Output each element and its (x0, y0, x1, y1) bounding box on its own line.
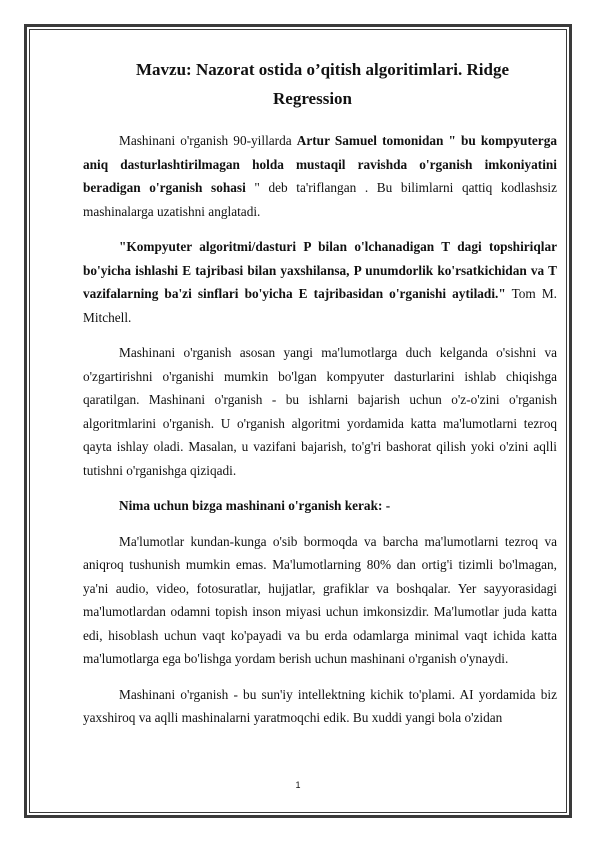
bold-quote: Artur Samuel tomonidan " bu kompyuterga aniq dasturlashtirilmagan holda mustaqil ravishda o'rganish imkoniyatini beradigan o'rganish sohasi (83, 133, 557, 195)
title-line-1: Mavzu: Nazorat ostida o’qitish algoritimlari. Ridge (136, 60, 510, 79)
page-number: 1 (295, 780, 301, 790)
title-line-2: Regression (273, 89, 353, 108)
section-heading: Nima uchun bizga mashinani o'rganish kerak: - (119, 498, 391, 513)
paragraph-ml-overview: Mashinani o'rganish asosan yangi ma'lumotlarga duch kelganda o'sishni va o'zgartirishni o'rganishi mumkin bo'lgan kompyuter dasturlarini ishlab chiqishga qaratilgan. Mashinani o'rganish - bu ishlarni bajarish uchun o'z-o'zini o'rganish algoritmlarini o'rganish. U o'rganish algoritmi yordamida katta ma'lumotlarni tezroq qayta ishlay oladi. Masalan, u vazifani bajarish, to'g'ri bashorat qilish yoki o'zini aqlli tutishni o'rganishga qiziqadi. (83, 345, 557, 478)
paragraph-text: Mashinani o'rganish 90-yillarda (119, 133, 297, 148)
quote-author: Tom M. Mitchell. (83, 286, 557, 325)
document-body (83, 55, 557, 730)
paragraph-definition-mitchell (83, 235, 557, 329)
paragraph-text: " deb ta'riflangan . Bu bilimlarni qattiq kodlashsiz mashinalarga uzatishni anglatadi. (83, 180, 558, 219)
paragraph-definition-samuel (83, 129, 557, 223)
document-title (83, 55, 557, 113)
paragraph-data-growth: Ma'lumotlar kundan-kunga o'sib bormoqda va barcha ma'lumotlarni tezroq va aniqroq tushunish mumkin emas. Ma'lumotlarning 80% dan ortig'i tizimli bo'lmagan, ya'ni audio, video, fotosuratlar, hujjatlar, grafiklar va boshqalar. Yer sayyorasidagi ma'lumotlardan odamni topish inson miyasi uchun imkonsizdir. Ma'lumotlar juda katta edi, hisoblash uchun vaqt ko'payadi va bu erda odamlarga minimal vaqt ichida katta ma'lumotlarga ega bo'lishga yordam berish uchun mashinani o'rganish o'ynaydi. (83, 533, 557, 666)
paragraph-ai-subset: Mashinani o'rganish - bu sun'iy intellektning kichik to'plami. AI yordamida biz yaxshiroq va aqlli mashinalarni yaratmoqchi edik. Bu xuddi yangi bola o'zidan (83, 686, 557, 725)
bold-quote: "Kompyuter algoritmi/dasturi P bilan o'lchanadigan T dagi topshiriqlar bo'yicha ishlashi E tajribasi bilan yaxshilansa, P unumdorlik ko'rsatkichidan va T vazifalarning ba'zi sinflari bo'yicha E tajribasidan o'rganishi aytiladi." (83, 239, 557, 301)
